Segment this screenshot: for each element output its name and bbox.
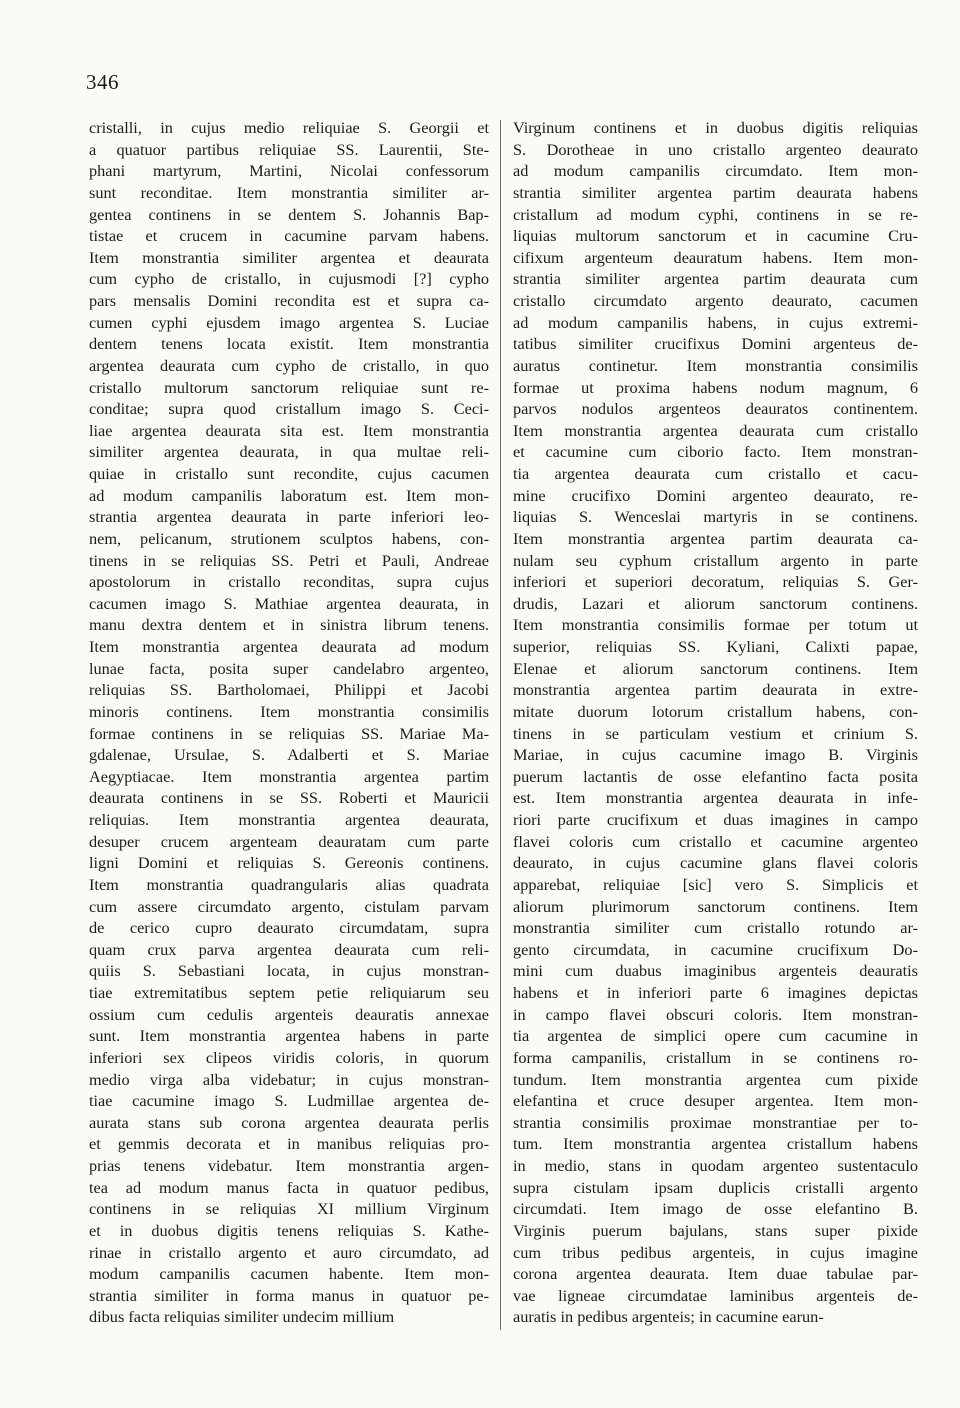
text-line: auratus continetur. Item monstrantia consimilis xyxy=(513,355,918,375)
text-line: dibus facta reliquias similiter undecim millium xyxy=(89,1307,395,1327)
text-line: tiae extremitatibus septem petie reliquiarum seu xyxy=(89,983,489,1002)
text-line: tinens in se particulam vestium et crinium S. xyxy=(513,723,918,743)
text-line: Item monstrantia argentea deaurata cum cristallo xyxy=(513,420,918,440)
text-line: monstrantia argentea partim deaurata in extre- xyxy=(513,680,918,700)
text-line: lunae facta, posita super candelabro argenteo, xyxy=(89,658,489,678)
text-line: superior, reliquias SS. Kyliani, Calixti papae, xyxy=(513,637,918,656)
text-line: Item monstrantia similiter argentea et deaurata xyxy=(89,247,489,267)
text-line: modum campanilis cacumen habente. Item mon- xyxy=(89,1264,489,1284)
text-line: puerum lactantis de osse elefantino facta posita xyxy=(513,766,918,786)
right-text-column xyxy=(513,117,918,1328)
text-line: nulam seu cyphum cristallum argento in parte xyxy=(513,550,918,570)
text-line: Virginum continens et in duobus digitis reliquias xyxy=(513,118,918,137)
text-line: vae ligneae circumdatae laminibus argenteis de- xyxy=(513,1285,918,1305)
text-line: ad modum campanilis laboratum est. Item mon- xyxy=(89,485,489,505)
text-line: strantia argentea deaurata in parte inferiori leo- xyxy=(89,507,489,527)
text-line: continens in se reliquias XI millium Virginum xyxy=(89,1199,489,1219)
text-line: Virginis puerum bajulans, stans super pixide xyxy=(513,1220,918,1240)
text-line: parvos nodulos argenteos deauratos continentem. xyxy=(513,399,918,419)
text-line: deaurato, in cujus cacumine glans flavei coloris xyxy=(513,853,918,873)
text-line: tum. Item monstrantia argentea cristallum habens xyxy=(513,1134,918,1154)
text-line: formae continens in se reliquias SS. Mariae Ma- xyxy=(89,723,489,743)
column-divider xyxy=(500,120,501,1330)
text-line: minoris continens. Item monstrantia consimilis xyxy=(89,701,489,721)
text-line: tatibus similiter crucifixus Domini argenteus de- xyxy=(513,334,918,354)
text-line: et in duobus digitis tenens reliquias S. Kathe- xyxy=(89,1220,489,1240)
text-line: sunt. Item monstrantia argentea habens in parte xyxy=(89,1026,489,1046)
text-line: Item monstrantia consimilis formae per totum ut xyxy=(513,615,918,635)
text-line: a quatuor partibus reliquiae SS. Laurentii, Ste- xyxy=(89,139,489,159)
text-line: Item monstrantia argentea partim deaurata ca- xyxy=(513,528,918,548)
text-line: quiis S. Sebastiani locata, in cujus monstran- xyxy=(89,961,489,981)
text-line: aurata stans sub corona argentea deaurata perlis xyxy=(89,1112,489,1132)
text-line: mitate duorum lotorum cristallum habens, con- xyxy=(513,701,918,721)
text-line: dentem tenens locata existit. Item monstrantia xyxy=(89,334,489,354)
text-line: quam crux parva argentea deaurata cum reli- xyxy=(89,939,489,959)
text-line: reliquias SS. Bartholomaei, Philippi et Jacobi xyxy=(89,680,489,700)
text-line: quiae in cristallo sunt recondite, cujus cacumen xyxy=(89,464,489,483)
text-line: cifixum argenteum deauratum habens. Item mon- xyxy=(513,247,918,267)
text-line: tea ad modum manus facta in quatuor pedibus, xyxy=(89,1177,489,1197)
text-line: tistae et crucem in cacumine parvam habens. xyxy=(89,226,489,246)
text-line: phani martyrum, Martini, Nicolai confessorum xyxy=(89,161,489,181)
text-line: tia argentea deaurata cum cristallo et cacu- xyxy=(513,464,918,483)
text-line: monstrantia similiter cum cristallo rotundo ar- xyxy=(513,918,918,938)
text-line: in medio, stans in quodam argenteo sustentaculo xyxy=(513,1156,918,1175)
text-line: ad modum campanilis habens, in cujus extremi- xyxy=(513,312,918,332)
text-line: supra cistulam ipsam duplicis cristalli argento xyxy=(513,1177,918,1197)
text-line: strantia similiter argentea partim deaurata habens xyxy=(513,182,918,202)
text-line: Elenae et aliorum sanctorum continens. Item xyxy=(513,658,918,678)
text-line: sunt reconditae. Item monstrantia similiter ar- xyxy=(89,182,489,202)
text-line: strantia consimilis proximae monstrantiae per to- xyxy=(513,1112,918,1132)
text-line: tinens in se reliquias SS. Petri et Pauli, Andreae xyxy=(89,550,489,570)
text-line: ossium cum cedulis argenteis deauratis annexae xyxy=(89,1004,489,1024)
text-line: est. Item monstrantia argentea deaurata in infe- xyxy=(513,788,918,808)
text-line: ligni Domini et reliquias S. Gereonis continens. xyxy=(89,853,489,873)
text-line: inferiori et superiori decoratum, reliquias S. Ger- xyxy=(513,572,918,592)
text-line: et gemmis decorata et in manibus reliquias pro- xyxy=(89,1134,489,1154)
text-line: ad modum campanilis circumdato. Item mon- xyxy=(513,161,918,181)
text-line: desuper crucem argenteam deauratam cum parte xyxy=(89,831,489,851)
text-line: forma campanilis, cristallum in se continens ro- xyxy=(513,1047,918,1067)
text-line: cacumen imago S. Mathiae argentea deaurata, in xyxy=(89,593,489,613)
text-line: cumen cyphi ejusdem imago argentea S. Luciae xyxy=(89,312,489,332)
text-line: cum cypho de cristallo, in cujusmodi [?] cypho xyxy=(89,269,489,289)
text-line: nem, pelicanum, strutionem sculptos habens, con- xyxy=(89,528,489,548)
text-line: apparebat, reliquiae [sic] vero S. Simplicis et xyxy=(513,874,918,894)
text-line: tiae cacumine imago S. Ludmillae argentea de- xyxy=(89,1091,489,1111)
text-line: riori parte crucifixum et duas imagines in campo xyxy=(513,810,918,829)
text-line: apostolorum in cristallo reconditas, supra cujus xyxy=(89,572,489,592)
text-line: rinae in cristallo argento et auro circumdato, ad xyxy=(89,1242,489,1262)
text-line: similiter argentea deaurata, in qua multae reli- xyxy=(89,442,489,462)
text-line: inferiori sex clipeos viridis coloris, in quorum xyxy=(89,1047,489,1067)
text-line: de cerico cupro deaurato circumdatam, supra xyxy=(89,918,489,938)
text-line: strantia similiter in forma manus in quatuor pe- xyxy=(89,1285,489,1305)
text-line: mini cum duabus imaginibus argenteis deauratis xyxy=(513,961,918,981)
left-text-column xyxy=(89,117,489,1328)
text-line: in campo flavei obscuri coloris. Item monstran- xyxy=(513,1004,918,1024)
text-line: cristalli, in cujus medio reliquiae S. Georgii et xyxy=(89,118,489,137)
text-line: Item monstrantia argentea deaurata ad modum xyxy=(89,637,489,656)
text-line: S. Dorotheae in uno cristallo argenteo deaurato xyxy=(513,139,918,159)
text-line: auratis in pedibus argenteis; in cacumine earun- xyxy=(513,1307,824,1327)
text-line: medio virga alba videbatur; in cujus monstran- xyxy=(89,1069,489,1089)
text-line: cum tribus pedibus argenteis, in cujus imagine xyxy=(513,1242,918,1262)
text-line: reliquias. Item monstrantia argentea deaurata, xyxy=(89,810,489,829)
text-line: deaurata continens in se SS. Roberti et Mauricii xyxy=(89,788,489,808)
text-line: manu dextra dentem et in sinistra librum tenens. xyxy=(89,615,489,635)
text-line: tundum. Item monstrantia argentea cum pixide xyxy=(513,1069,918,1089)
text-line: Aegyptiacae. Item monstrantia argentea partim xyxy=(89,766,489,786)
text-line: cristallum ad modum cyphi, continens in se re- xyxy=(513,204,918,224)
text-line: liae argentea deaurata sita est. Item monstrantia xyxy=(89,420,489,440)
text-line: habens et in inferiori parte 6 imagines depictas xyxy=(513,983,918,1002)
text-line: aliorum plurimorum sanctorum continens. Item xyxy=(513,896,918,916)
text-line: circumdati. Item imago de osse elefantino B. xyxy=(513,1199,918,1219)
text-line: Item monstrantia quadrangularis alias quadrata xyxy=(89,874,489,894)
text-line: elefantina et cruce desuper argentea. Item mon- xyxy=(513,1091,918,1111)
text-line: cristallo multorum sanctorum reliquiae sunt re- xyxy=(89,377,489,397)
text-line: Mariae, in cujus cacumine imago B. Virginis xyxy=(513,745,918,765)
text-line: corona argentea deaurata. Item duae tabulae par- xyxy=(513,1264,918,1284)
text-line: pars mensalis Domini recondita est et supra ca- xyxy=(89,291,489,310)
text-line: mine crucifixo Domini argenteo deaurato, re- xyxy=(513,485,918,505)
text-line: liquias S. Wenceslai martyris in se continens. xyxy=(513,507,918,527)
text-line: et cacumine cum ciborio facto. Item monstran- xyxy=(513,442,918,462)
text-line: gdalenae, Ursulae, S. Adalberti et S. Mariae xyxy=(89,745,489,765)
text-line: cristallo circumdato argento deaurato, cacumen xyxy=(513,291,918,310)
text-line: drudis, Lazari et aliorum sanctorum continens. xyxy=(513,593,918,613)
page-number: 346 xyxy=(86,70,119,94)
text-line: liquias multorum sanctorum et in cacumine Cru- xyxy=(513,226,918,246)
text-line: strantia similiter argentea partim deaurata cum xyxy=(513,269,918,289)
text-line: gento circumdata, in cacumine crucifixum Do- xyxy=(513,939,918,959)
text-line: conditae; supra quod cristallum imago S. Ceci- xyxy=(89,399,489,419)
text-line: tia argentea de simplici opere cum cacumine in xyxy=(513,1026,918,1046)
text-line: flavei coloris cum cristallo et cacumine argenteo xyxy=(513,831,918,851)
text-line: prias tenens videbatur. Item monstrantia argen- xyxy=(89,1156,489,1175)
text-line: cum assere circumdato argento, cistulam parvam xyxy=(89,896,489,916)
text-line: argentea deaurata cum cypho de cristallo, in quo xyxy=(89,355,489,375)
text-line: gentea continens in se dentem S. Johannis Bap- xyxy=(89,204,489,224)
text-line: formae ut proxima habens nodum magnum, 6 xyxy=(513,377,918,397)
